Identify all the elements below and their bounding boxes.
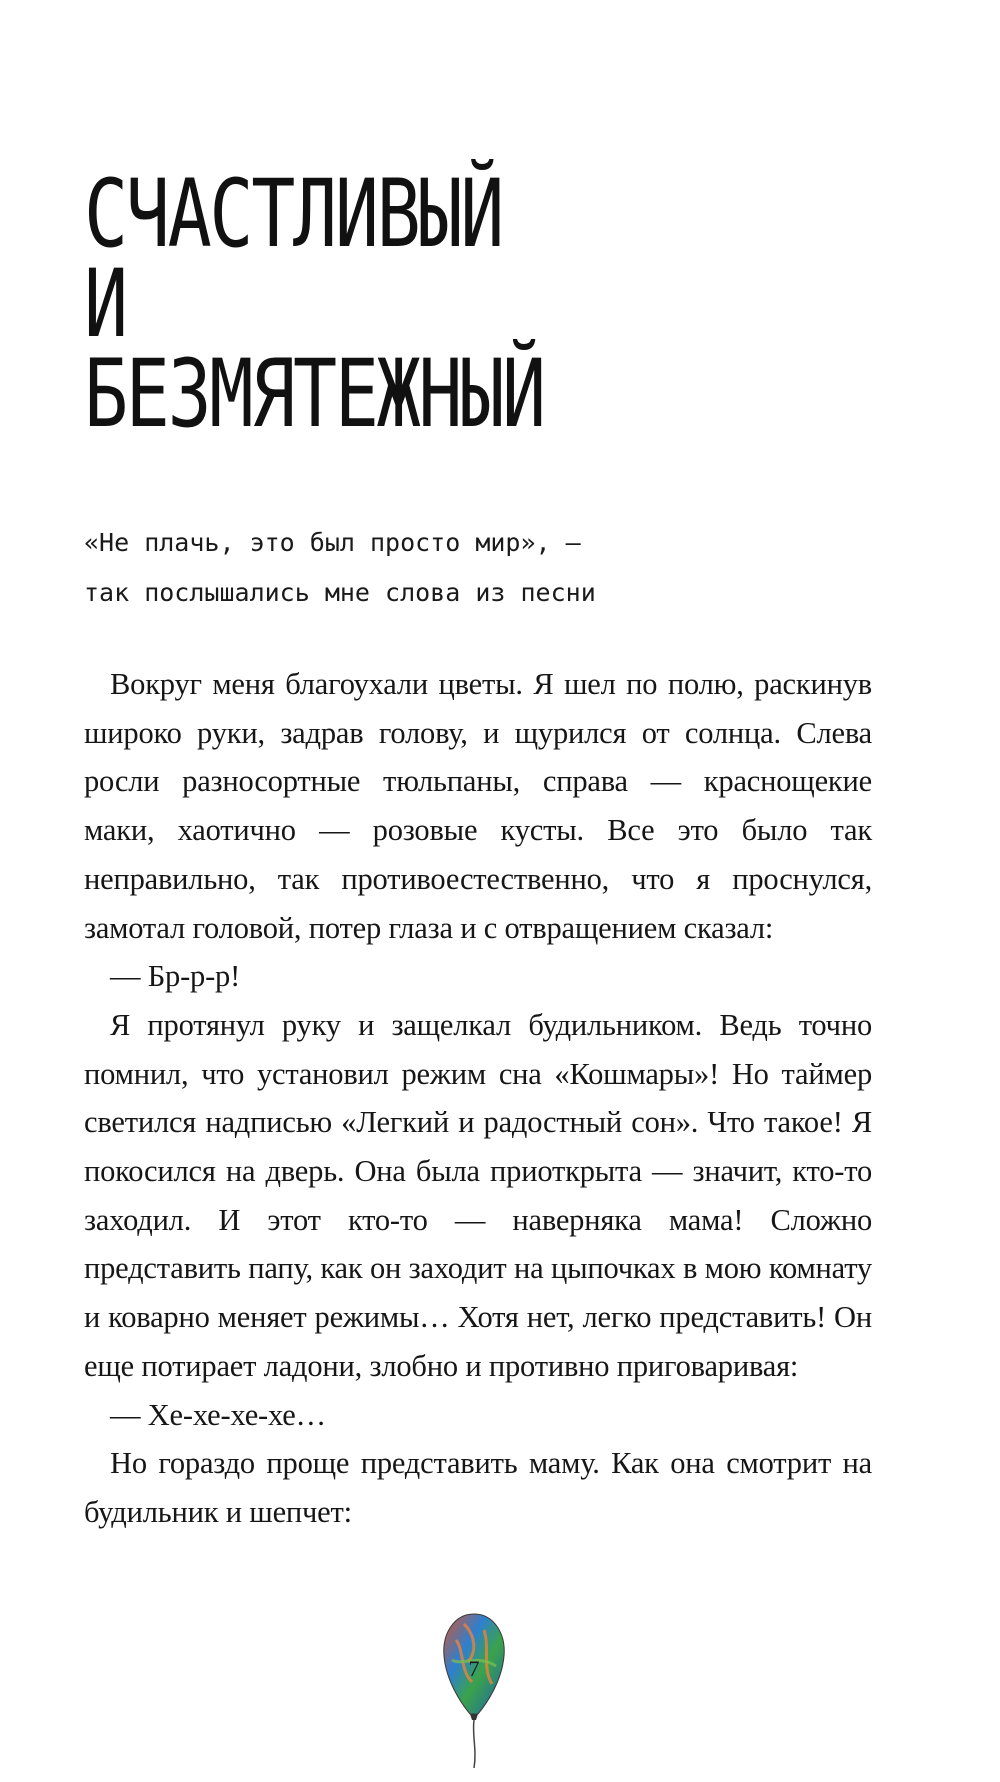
paragraph: Но гораздо проще представить маму. Как она смотрит на будильник и шепчет: <box>84 1446 872 1529</box>
body-text <box>84 660 872 1537</box>
chapter-title-line: И <box>84 250 126 359</box>
chapter-title-line: БЕЗМЯТЕЖНЫЙ <box>84 340 544 449</box>
chapter-title <box>84 160 724 449</box>
dialogue-line: — Хе-хе-хе-хе… <box>110 1397 326 1432</box>
page-number-text: 7 <box>468 1656 480 1681</box>
epigraph <box>84 518 844 618</box>
chapter-title-line: СЧАСТЛИВЫЙ <box>84 160 503 269</box>
epigraph-line: «Не плачь, это был просто мир», – <box>84 528 581 557</box>
paragraph: Вокруг меня благоухали цветы. Я шел по полю, раскинув широко руки, задрав голову, и щурился от солнца. Слева росли разносортные тюльпаны, справа — краснощекие маки, хаотично — розовые кусты. Все это было так неправильно, так противоестественно, что я проснулся, замотал головой, потер глаза и с отвращением сказал: <box>84 667 872 945</box>
paragraph: Я протянул руку и защелкал будильником. Ведь точно помнил, что установил режим сна «Кошмары»! Но таймер светился надписью «Легкий и радостный сон». Что такое! Я покосился на дверь. Она была приоткрыта — значит, кто-то заходил. И этот кто-то — наверняка мама! Сложно представить папу, как он заходит на цыпочках в мою комнату и коварно меняет режимы… Хотя нет, легко представить! Он еще потирает ладони, злобно и противно приговаривая: <box>84 1007 872 1383</box>
balloon-page-number <box>434 1610 514 1770</box>
dialogue-line: — Бр-р-р! <box>110 959 241 994</box>
epigraph-line: так послышались мне слова из песни <box>84 578 596 607</box>
